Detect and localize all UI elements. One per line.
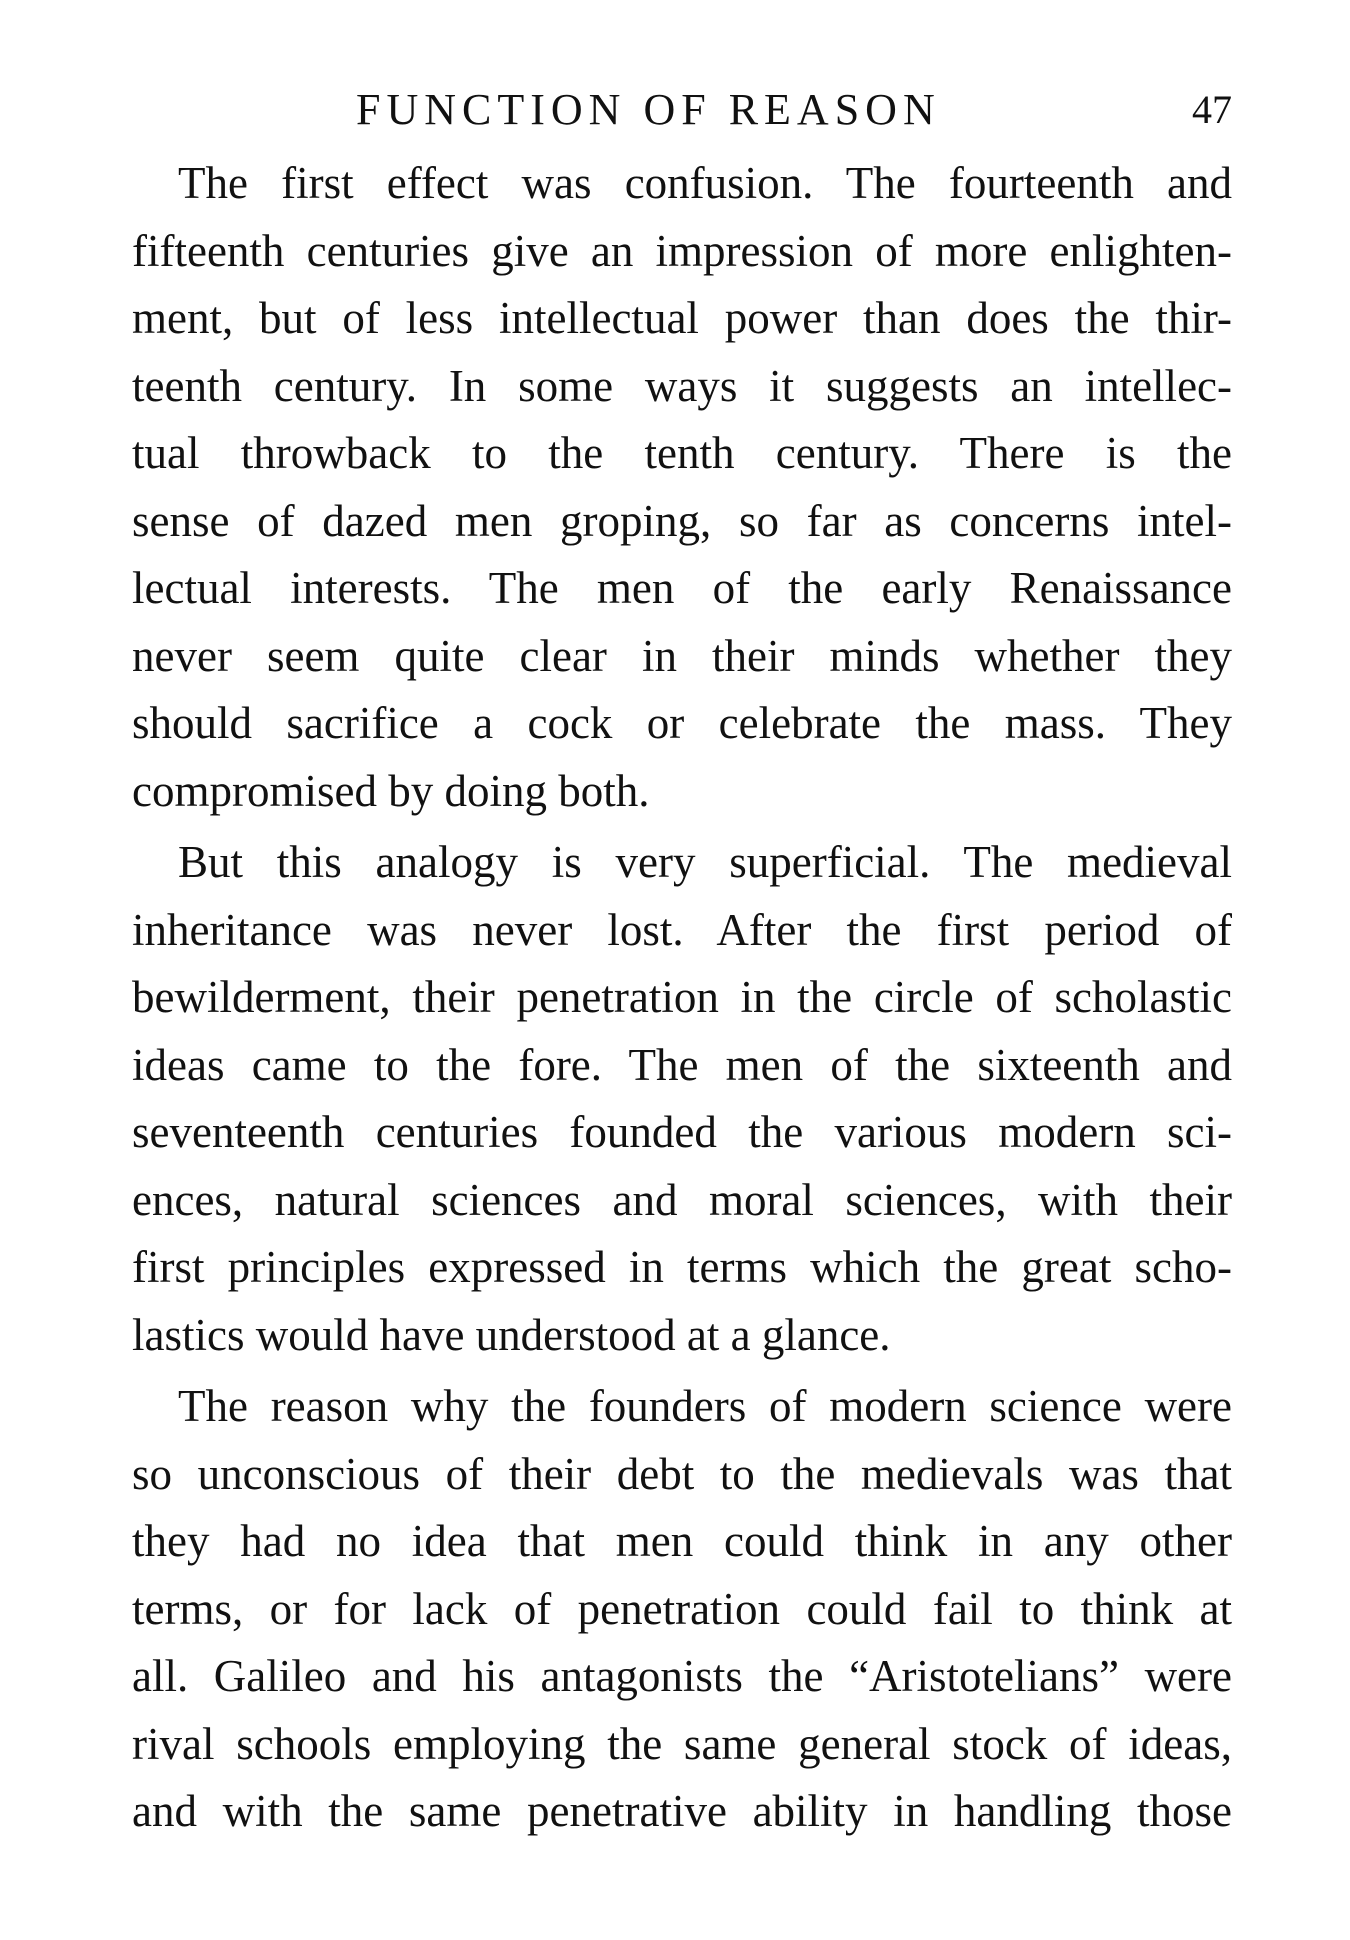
- text-line: lastics would have understood at a glance.: [132, 1309, 891, 1360]
- text-line: should sacrifice a cock or celebrate the mass. They: [132, 698, 1232, 748]
- text-line: compromised by doing both.: [132, 765, 650, 816]
- text-line: inheritance was never lost. After the first period of: [132, 904, 1232, 955]
- paragraph-1: [132, 150, 1232, 825]
- text-line: But this analogy is very superficial. The medieval: [178, 837, 1232, 887]
- text-line: so unconscious of their debt to the medievals was that: [132, 1448, 1232, 1499]
- text-line: ideas came to the fore. The men of the sixteenth and: [132, 1039, 1232, 1090]
- paragraph-3: [132, 1373, 1232, 1846]
- text-line: bewilderment, their penetration in the circle of scholastic: [132, 972, 1232, 1022]
- text-line: never seem quite clear in their minds whether they: [132, 630, 1232, 681]
- text-line: and with the same penetrative ability in handling those: [132, 1786, 1232, 1836]
- book-page: [132, 80, 1232, 1850]
- text-line: ment, but of less intellectual power than does the thir-: [132, 293, 1232, 343]
- text-line: ences, natural sciences and moral sciences, with their: [132, 1174, 1232, 1225]
- paragraph-2: [132, 829, 1232, 1369]
- text-line: The first effect was confusion. The fourteenth and: [178, 158, 1232, 208]
- text-line: sense of dazed men groping, so far as concerns intel-: [132, 495, 1232, 546]
- text-line: all. Galileo and his antagonists the “Aristotelians” were: [132, 1651, 1232, 1701]
- text-line: tual throwback to the tenth century. There is the: [132, 428, 1232, 478]
- running-head: [132, 80, 1232, 150]
- page-number: 47: [1192, 87, 1232, 132]
- text-line: rival schools employing the same general stock of ideas,: [132, 1718, 1232, 1769]
- text-line: they had no idea that men could think in any other: [132, 1516, 1232, 1566]
- text-line: seventeenth centuries founded the various modern sci-: [132, 1107, 1232, 1157]
- text-line: terms, or for lack of penetration could fail to think at: [132, 1583, 1232, 1634]
- text-line: first principles expressed in terms which the great scho-: [132, 1242, 1232, 1292]
- text-line: The reason why the founders of modern science were: [178, 1381, 1232, 1431]
- text-line: teenth century. In some ways it suggests an intellec-: [132, 360, 1232, 411]
- running-title: FUNCTION OF REASON: [356, 85, 941, 134]
- text-line: fifteenth centuries give an impression of more enlighten-: [132, 225, 1232, 276]
- text-line: lectual interests. The men of the early Renaissance: [132, 563, 1232, 613]
